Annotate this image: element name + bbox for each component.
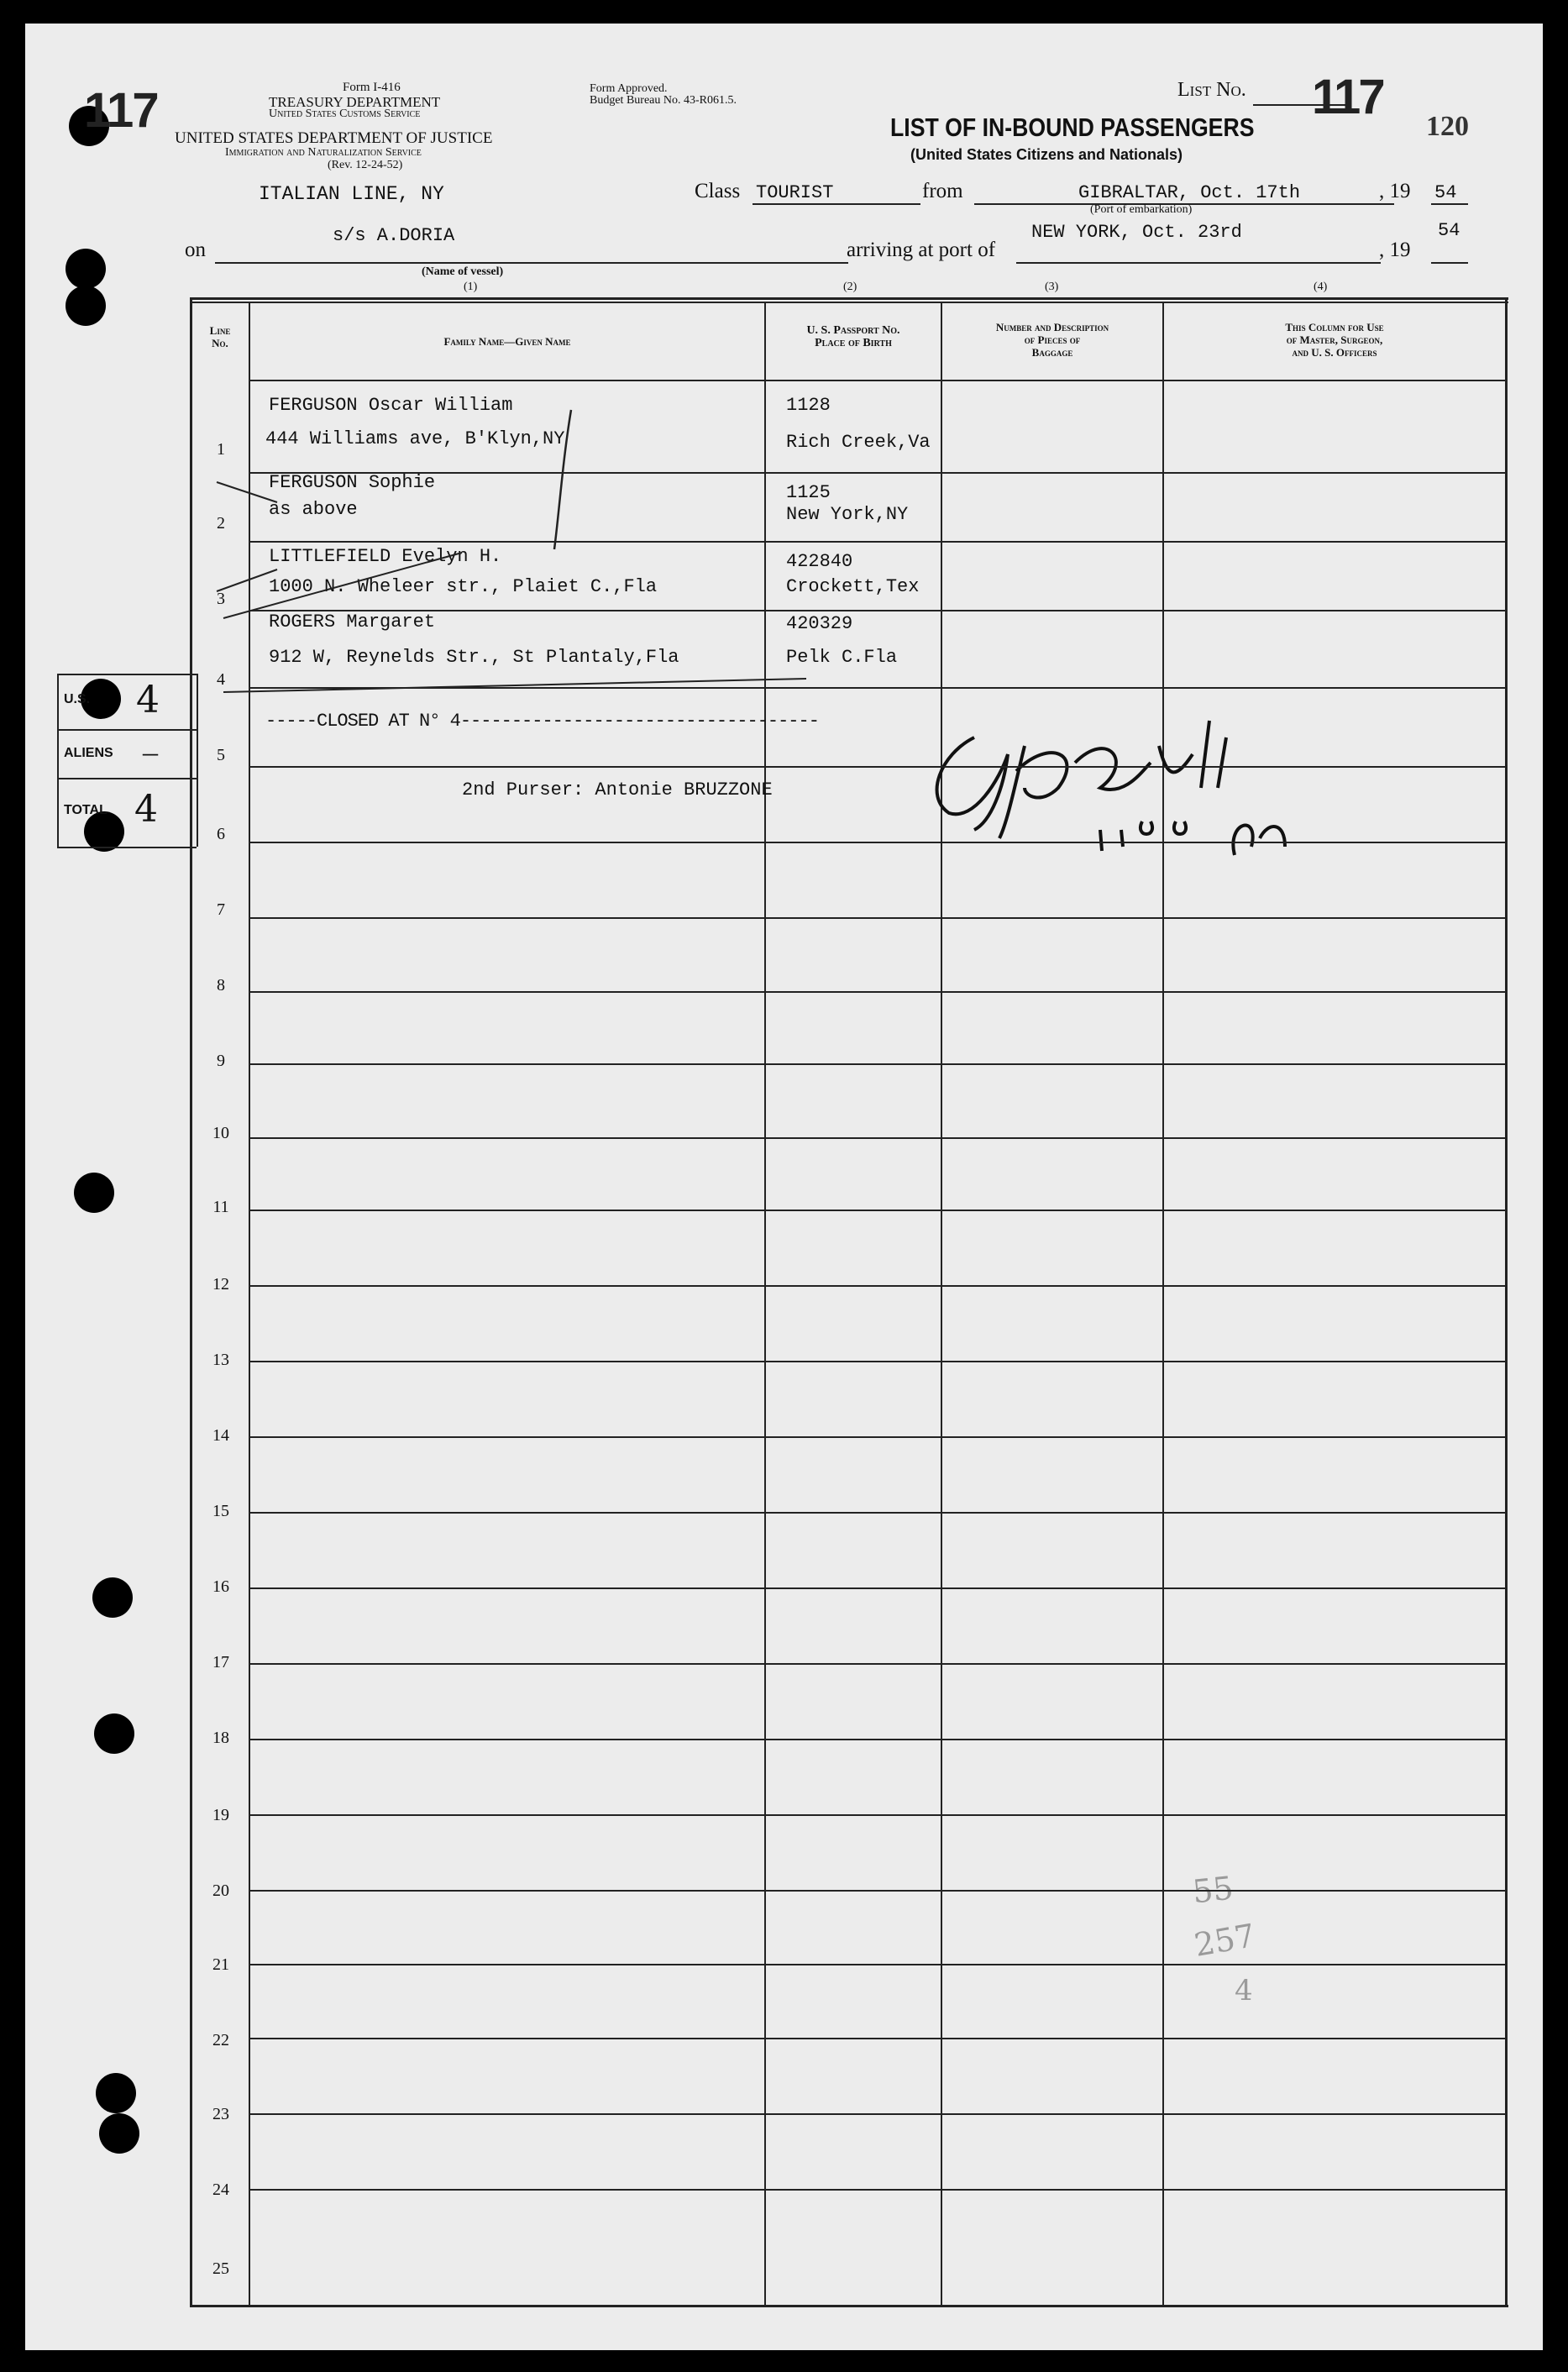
line-number: 1	[217, 440, 225, 459]
line-number: 11	[212, 1198, 229, 1216]
purser-signature-line: 2nd Purser: Antonie BRUZZONE	[462, 779, 773, 800]
header-line-no: Line No.	[209, 324, 231, 349]
class-label: Class	[695, 180, 741, 202]
arrival-year: 54	[1438, 220, 1460, 241]
passport-number: 420329	[786, 613, 853, 634]
line-number: 12	[212, 1275, 229, 1294]
place-of-birth: Pelk C.Fla	[786, 647, 898, 668]
budget-bureau: Budget Bureau No. 43-R061.5.	[590, 94, 737, 107]
row-rule	[249, 472, 1505, 474]
row-rule	[249, 687, 1505, 689]
tally-aliens-value: –	[143, 735, 158, 769]
tally-us-label: U.S.	[64, 692, 91, 706]
passenger-name: FERGUSON Sophie	[269, 472, 436, 493]
line-number: 21	[212, 1955, 229, 1974]
margin-note-1: 55	[1190, 1869, 1235, 1911]
line-number: 25	[212, 2259, 229, 2278]
tally-total-label: TOTAL	[64, 803, 108, 817]
line-number: 7	[217, 900, 225, 919]
row-rule	[249, 1210, 1505, 1211]
column-index-3: (3)	[1045, 281, 1059, 293]
closed-at-line: -----CLOSED AT N° 4-----------------------------------	[265, 711, 819, 732]
row-rule	[249, 2038, 1505, 2039]
line-number: 4	[217, 670, 225, 689]
passenger-address: as above	[269, 499, 358, 520]
line-number: 24	[212, 2180, 229, 2199]
row-rule	[249, 1739, 1505, 1740]
row-rule	[249, 1587, 1505, 1589]
line-number: 15	[212, 1502, 229, 1520]
arrival-year-prefix: , 19	[1379, 239, 1411, 261]
row-rule	[249, 1964, 1505, 1965]
row-rule	[249, 610, 1505, 611]
header-family-name: Family Name—Given Name	[443, 335, 571, 348]
row-rule	[249, 2113, 1505, 2115]
line-number: 6	[217, 825, 225, 843]
document-subtitle: (United States Citizens and Nationals)	[910, 146, 1183, 163]
customs-service: United States Customs Service	[269, 108, 421, 120]
class-value: TOURIST	[756, 182, 834, 203]
vessel-caption: (Name of vessel)	[422, 265, 504, 278]
row-rule	[249, 917, 1505, 919]
line-number: 23	[212, 2105, 229, 2123]
arriving-label: arriving at port of	[847, 239, 996, 261]
ins-service: Immigration and Naturalization Service	[225, 146, 422, 159]
line-number: 17	[212, 1653, 229, 1671]
line-number: 9	[217, 1052, 225, 1070]
passenger-address: 912 W, Reynelds Str., St Plantaly,Fla	[269, 647, 679, 668]
line-number: 3	[217, 590, 225, 608]
column-index-1: (1)	[464, 281, 478, 293]
justice-department: UNITED STATES DEPARTMENT OF JUSTICE	[175, 129, 493, 147]
revision-date: (Rev. 12-24-52)	[328, 159, 403, 171]
tally-aliens-label: ALIENS	[64, 746, 113, 760]
passport-number: 1128	[786, 395, 831, 416]
place-of-birth: Rich Creek,Va	[786, 432, 931, 453]
passport-number: 422840	[786, 551, 853, 572]
line-number: 19	[212, 1806, 229, 1824]
list-no-label: List No.	[1177, 79, 1246, 101]
line-number: 8	[217, 976, 225, 994]
column-index-2: (2)	[843, 281, 857, 293]
shipping-line: ITALIAN LINE, NY	[259, 183, 444, 205]
row-rule	[249, 1063, 1505, 1065]
header-baggage: Number and Description of Pieces of Baggage	[995, 321, 1109, 359]
row-rule	[249, 1663, 1505, 1665]
tally-us-value: 4	[136, 679, 160, 722]
list-no-value: 117	[1312, 70, 1383, 124]
row-rule	[249, 1890, 1505, 1892]
header-passport-birthplace: U. S. Passport No. Place of Birth	[806, 324, 900, 349]
line-number: 20	[212, 1881, 229, 1900]
margin-note-3: 4	[1235, 1974, 1253, 2007]
line-number: 13	[212, 1351, 229, 1369]
form-approved: Form Approved.	[590, 82, 668, 95]
passenger-address: 1000 N. Wheleer str., Plaiet C.,Fla	[269, 576, 658, 597]
row-rule	[249, 842, 1505, 843]
line-number: 10	[212, 1124, 229, 1142]
row-rule	[249, 1361, 1505, 1362]
row-rule	[249, 1285, 1505, 1287]
tally-total-value: 4	[134, 788, 158, 831]
row-rule	[249, 1137, 1505, 1139]
row-rule	[249, 766, 1505, 768]
row-rule	[249, 1436, 1505, 1438]
vessel-name: s/s A.DORIA	[333, 225, 455, 246]
place-of-birth: Crockett,Tex	[786, 576, 920, 597]
passenger-name: FERGUSON Oscar William	[269, 395, 513, 416]
header-officers-use: This Column for Use of Master, Surgeon, and U. S. Officers	[1285, 321, 1384, 359]
row-rule	[249, 1814, 1505, 1816]
arrival-port: NEW YORK, Oct. 23rd	[1031, 222, 1242, 243]
passenger-name: LITTLEFIELD Evelyn H.	[269, 546, 502, 567]
year-stamp: 120	[1426, 111, 1469, 142]
passenger-address: 444 Williams ave, B'Klyn,NY	[265, 428, 565, 449]
row-rule	[249, 1512, 1505, 1514]
pencil-bracket-marks	[25, 24, 1543, 2350]
embarkation-port: GIBRALTAR, Oct. 17th	[1078, 182, 1301, 203]
on-label: on	[185, 239, 206, 261]
row-rule	[249, 2189, 1505, 2191]
row-rule	[249, 541, 1505, 543]
line-number: 18	[212, 1729, 229, 1747]
margin-note-2: 257	[1191, 1917, 1258, 1964]
embark-year: 54	[1434, 182, 1457, 203]
line-number: 14	[212, 1426, 229, 1445]
embark-year-prefix: , 19	[1379, 180, 1411, 202]
document-title: LIST OF IN-BOUND PASSENGERS	[890, 113, 1255, 142]
officer-signature	[915, 704, 1319, 863]
manifest-sheet	[25, 24, 1543, 2350]
line-number: 2	[217, 514, 225, 533]
embark-caption: (Port of embarkation)	[1090, 203, 1193, 216]
stamped-list-number-left: 117	[84, 83, 158, 138]
line-number: 5	[217, 746, 225, 764]
passport-number: 1125	[786, 482, 831, 503]
line-number: 16	[212, 1577, 229, 1596]
place-of-birth: New York,NY	[786, 504, 909, 525]
treasury-department: TREASURY DEPARTMENT	[269, 94, 441, 110]
passenger-name: ROGERS Margaret	[269, 611, 436, 632]
row-rule	[249, 991, 1505, 993]
from-label: from	[922, 180, 963, 202]
column-index-4: (4)	[1314, 281, 1328, 293]
form-number: Form I-416	[343, 81, 401, 94]
line-number: 22	[212, 2031, 229, 2049]
